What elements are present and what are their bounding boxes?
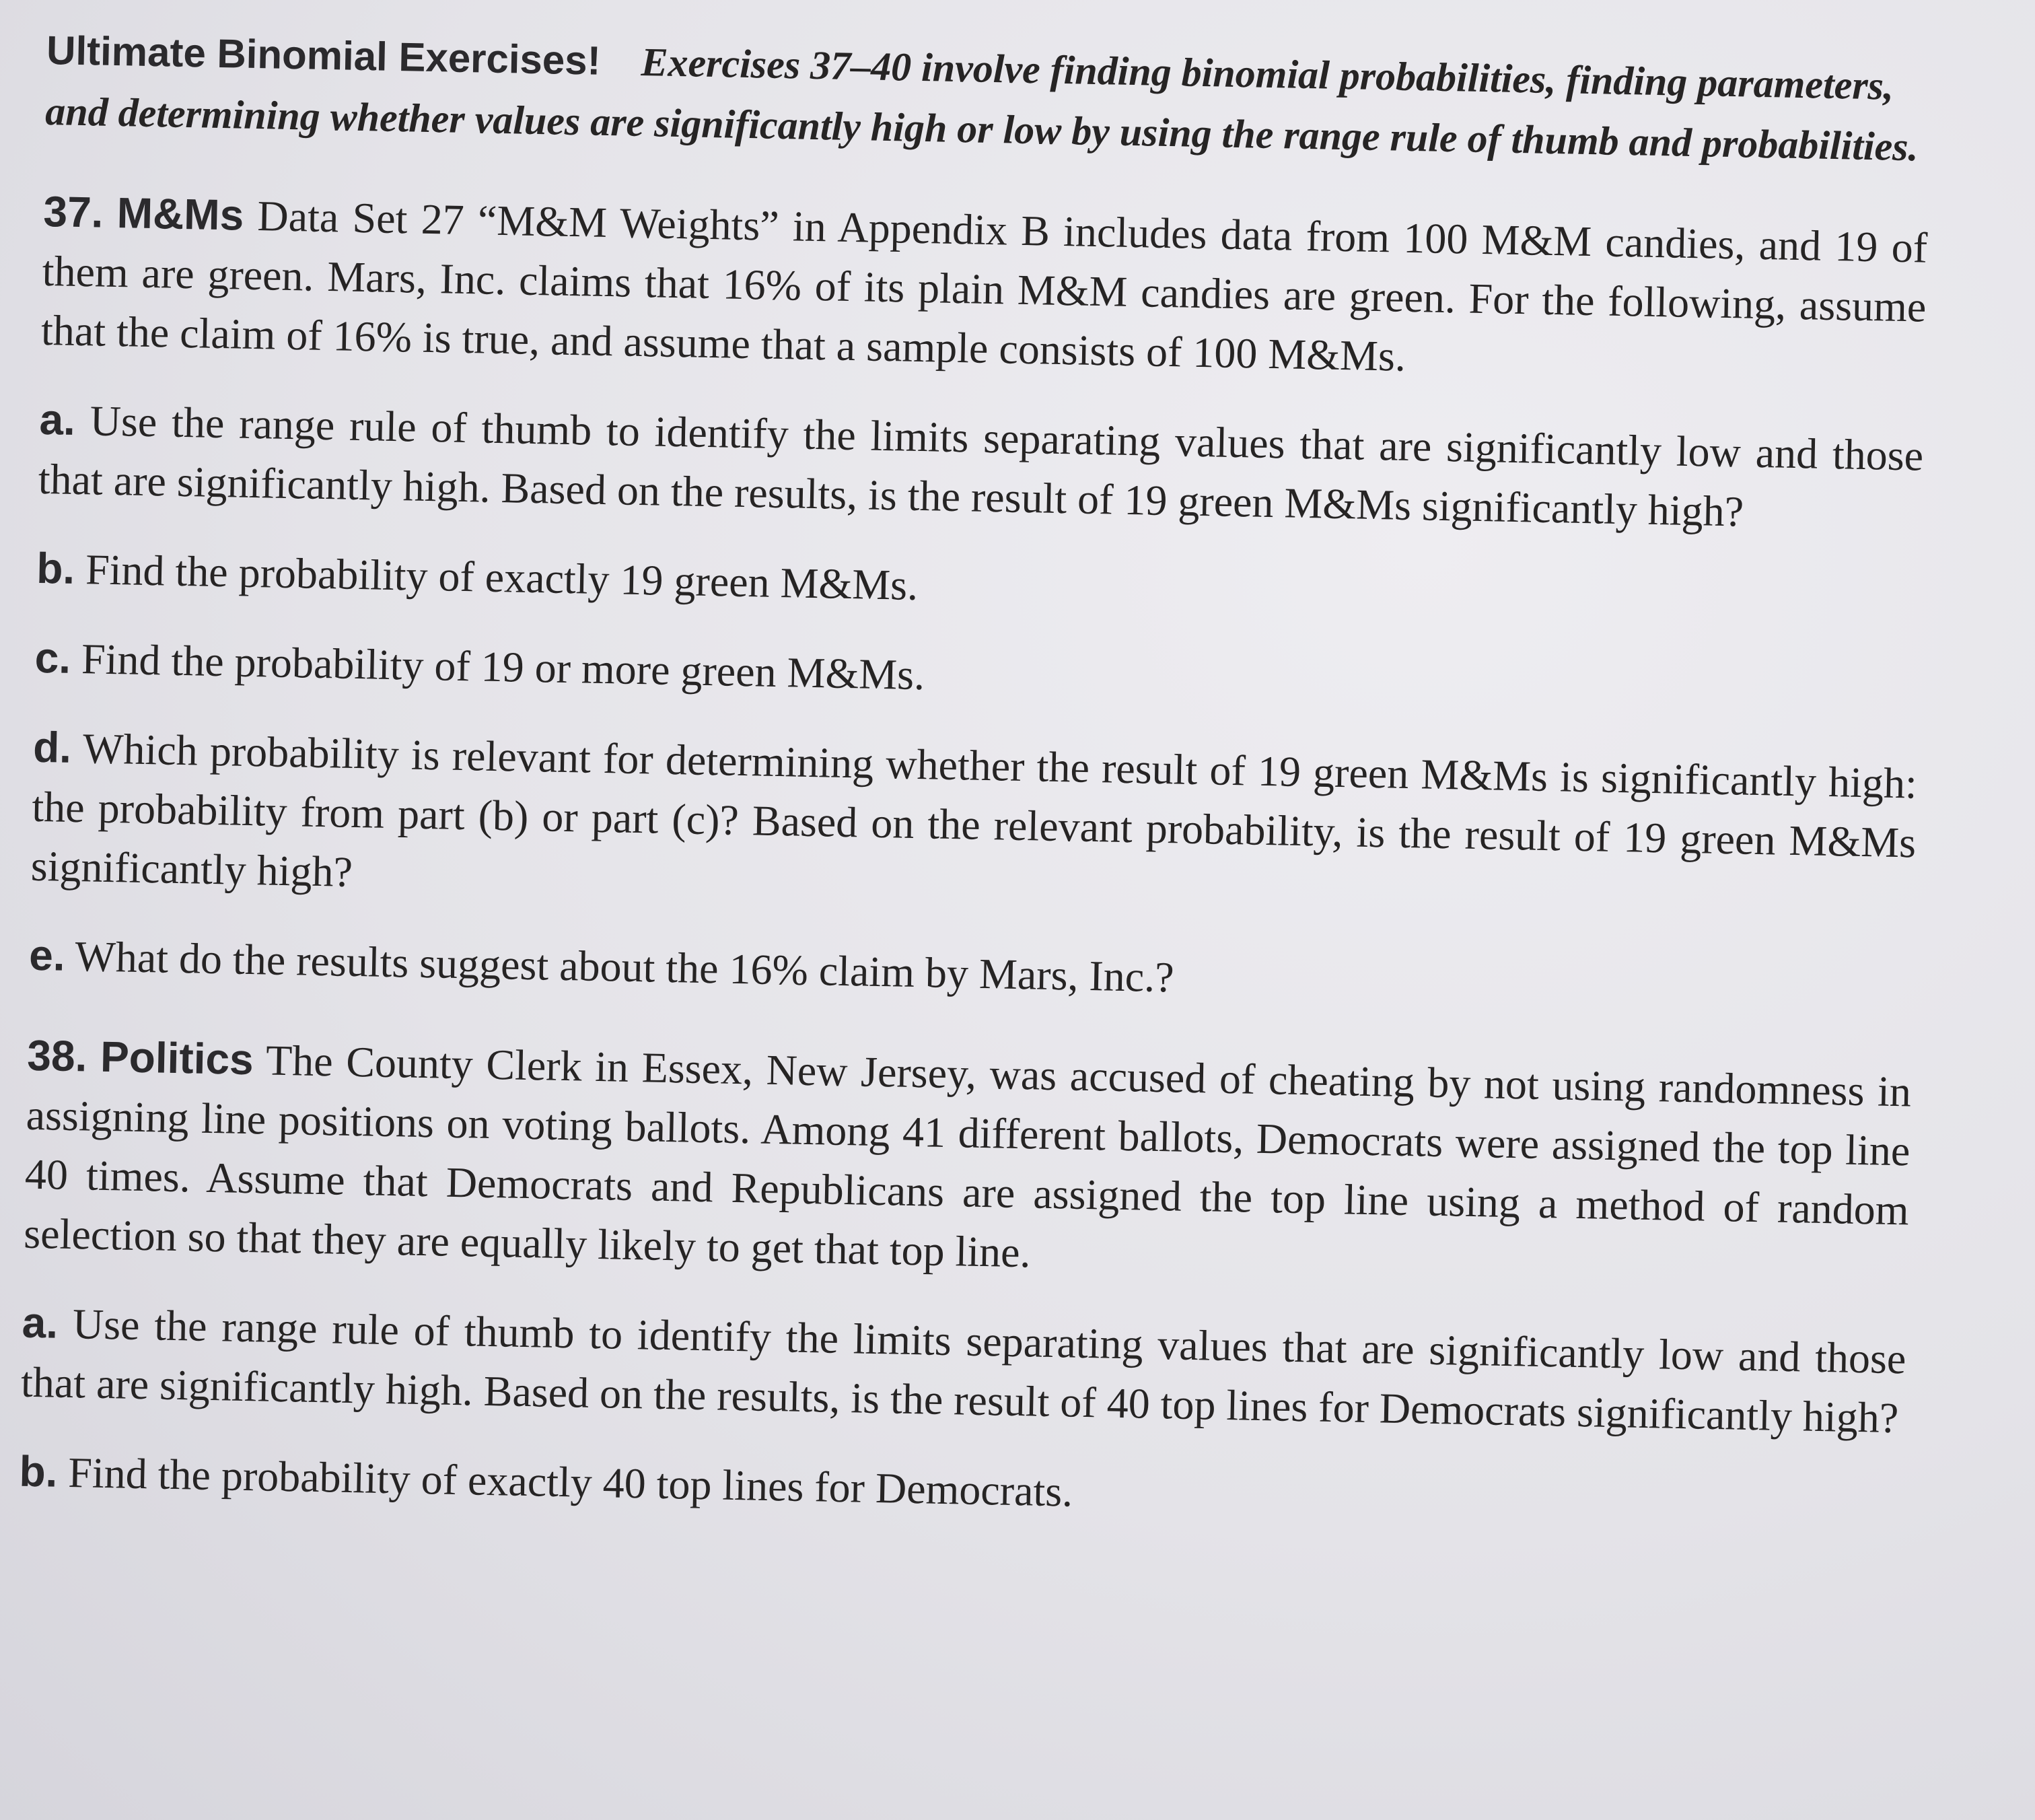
exercise-37	[28, 182, 1927, 1022]
part-text: Find the probability of exactly 40 top lines for Democrats.	[67, 1448, 1073, 1516]
part-text: Use the range rule of thumb to identify the limits separating values that are significantly low and those that are significantly high. Based on the results, is the result of 40 top lines for Democrats significantly high?	[20, 1300, 1907, 1442]
part-text: Find the probability of exactly 19 green M&Ms.	[85, 545, 919, 609]
exercise-38-part-b	[19, 1442, 1904, 1538]
exercise-37-stem	[40, 182, 1928, 396]
textbook-page-content	[19, 20, 1931, 1537]
part-text: What do the results suggest about the 16% claim by Mars, Inc.?	[74, 932, 1175, 1002]
part-label: a.	[22, 1298, 59, 1348]
part-label: d.	[32, 722, 72, 772]
part-text: Use the range rule of thumb to identify the limits separating values that are significantly low and those that are significantly high. Based on the results, is the result of 19 green M&Ms significantly high?	[38, 396, 1924, 536]
exercise-title: Politics	[100, 1032, 254, 1084]
exercise-37-part-e	[28, 925, 1913, 1022]
exercise-number: 37.	[42, 186, 104, 237]
exercise-title: M&Ms	[116, 188, 244, 240]
part-label: b.	[36, 543, 75, 593]
part-text: Which probability is relevant for determining whether the result of 19 green M&Ms is significantly high: the probability from part (b) or part (c)? Based on the relevant probability, is the result of 19 green M&Ms significantly high?	[30, 724, 1918, 896]
part-text: Find the probability of 19 or more green M&Ms.	[81, 635, 925, 699]
exercise-text: The County Clerk in Essex, New Jersey, was accused of cheating by not using randomness in assigning line positions on voting ballots. Among 41 different ballots, Democrats were assigned the top line 40 times. Assume that Democrats and Republicans are assigned the top line using a method of random selection so that they are equally likely to get that top line.	[23, 1036, 1912, 1277]
exercise-37-part-a	[38, 390, 1924, 545]
exercise-number: 38.	[26, 1030, 88, 1081]
section-description: Exercises 37–40 involve finding binomial probabilities, finding parameters, and determining whether values are significantly high or low by using the range rule of thumb and probabilities.	[44, 39, 1919, 170]
exercise-38	[19, 1026, 1912, 1538]
section-heading: Ultimate Binomial Exercises!	[46, 27, 602, 83]
part-label: a.	[38, 394, 76, 444]
part-label: c.	[34, 633, 71, 682]
exercise-37-part-b	[36, 538, 1921, 635]
part-label: e.	[28, 930, 66, 980]
exercise-37-part-d	[30, 718, 1918, 932]
exercise-text: Data Set 27 “M&M Weights” in Appendix B includes data from 100 M&M candies, and 19 of them are green. Mars, Inc. claims that 16% of its plain M&M candies are green. For the following, assume that the claim of 16% is true, and assume that a sample consists of 100 M&Ms.	[40, 192, 1928, 380]
part-label: b.	[18, 1446, 59, 1496]
exercise-38-part-a	[20, 1293, 1906, 1448]
exercise-37-part-c	[34, 628, 1919, 724]
section-intro	[45, 20, 1931, 178]
exercise-38-stem	[24, 1026, 1912, 1300]
